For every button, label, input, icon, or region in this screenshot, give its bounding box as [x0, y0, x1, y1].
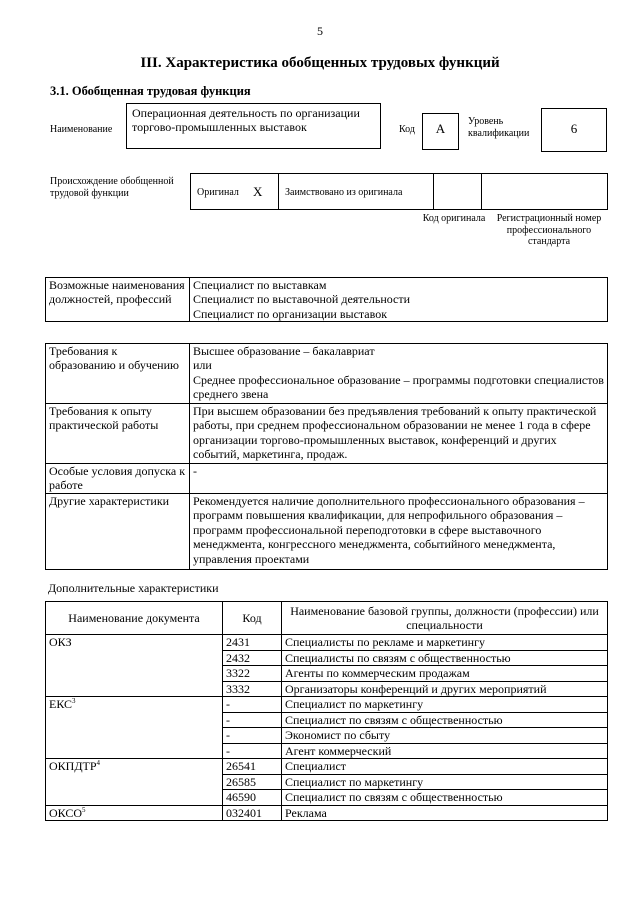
positions-label: Возможные наименования должностей, профессий [46, 278, 190, 322]
page-title: III. Характеристика обобщенных трудовых функций [140, 55, 500, 71]
name-cell: Специалист по связям с общественностью [282, 712, 608, 728]
table-row [46, 759, 608, 775]
special-conditions-value: - [190, 464, 608, 494]
name-cell: Специалисты по связям с общественностью [282, 650, 608, 666]
name-cell: Специалист по маркетингу [282, 697, 608, 713]
name-label: Наименование [50, 124, 113, 135]
code-original-caption: Код оригинала [422, 213, 486, 224]
code-cell: 2431 [223, 635, 282, 651]
code-cell: - [223, 743, 282, 759]
col-document-header: Наименование документа [46, 602, 223, 635]
positions-table [45, 277, 608, 322]
document-name [46, 759, 223, 806]
other-characteristics-value: Рекомендуется наличие дополнительного профессионального образования – программ повышения квалификации, для непрофильного образования – программ профессиональной переподготовки в сфере выставочного менеджмента, конгрессного менеджмента, событийного менеджмента, управления проектами [190, 494, 608, 570]
footnote-mark: 5 [82, 805, 86, 814]
code-cell: - [223, 712, 282, 728]
document-name [46, 697, 223, 759]
document-name [46, 805, 223, 821]
name-cell: Экономист по сбыту [282, 728, 608, 744]
other-characteristics-label: Другие характеристики [46, 494, 190, 570]
col-code-header: Код [223, 602, 282, 635]
section-title: 3.1. Обобщенная трудовая функция [50, 84, 251, 98]
name-cell: Организаторы конференций и других мероприятий [282, 681, 608, 697]
code-cell: 032401 [223, 805, 282, 821]
footnote-mark: 3 [72, 697, 76, 705]
document-name [46, 635, 223, 697]
registration-number-caption: Регистрационный номер профессионального стандарта [496, 213, 602, 247]
name-value: Операционная деятельность по организации торгово-промышленных выставок [132, 106, 360, 134]
name-cell: Специалисты по рекламе и маркетингу [282, 635, 608, 651]
original-label: Оригинал [197, 187, 239, 198]
col-name-header: Наименование базовой группы, должности (профессии) или специальности [282, 602, 608, 635]
level-label: Уровень квалификации [468, 116, 530, 139]
code-value: A [435, 121, 446, 136]
name-value-box [126, 103, 381, 149]
code-cell: 3322 [223, 666, 282, 682]
table-row [46, 697, 608, 713]
divider [278, 173, 279, 210]
code-value-box [422, 113, 459, 150]
position-item: Специалист по организации выставок [193, 306, 388, 321]
experience-label: Требования к опыту практической работы [46, 404, 190, 464]
education-label: Требования к образованию и обучению [46, 344, 190, 404]
document-label: ЕКС [49, 697, 73, 711]
original-mark: X [253, 184, 263, 199]
code-cell: 46590 [223, 790, 282, 806]
borrowed-label: Заимствовано из оригинала [285, 187, 403, 198]
position-item: Специалист по выставочной деятельности [193, 292, 411, 307]
additional-table [45, 601, 608, 821]
name-cell: Агент коммерческий [282, 743, 608, 759]
level-value-box [541, 108, 607, 152]
code-cell: - [223, 728, 282, 744]
code-cell: 2432 [223, 650, 282, 666]
table-row [46, 635, 608, 651]
level-value: 6 [570, 121, 578, 136]
document-label: ОКСО [49, 805, 83, 820]
name-cell: Специалист [282, 759, 608, 775]
code-cell: 3332 [223, 681, 282, 697]
document-label: ОКПДТР [49, 759, 97, 773]
name-cell: Специалист по маркетингу [282, 774, 608, 790]
code-label: Код [399, 124, 415, 135]
name-cell: Реклама [282, 805, 608, 821]
code-cell: 26585 [223, 774, 282, 790]
footnote-mark: 4 [96, 759, 101, 767]
position-item: Специалист по выставкам [193, 278, 327, 292]
document-label: ОКЗ [49, 635, 72, 649]
origin-label: Происхождение обобщенной трудовой функции [50, 176, 174, 199]
page-number: 5 [317, 24, 323, 38]
divider [481, 173, 482, 210]
divider [433, 173, 434, 210]
requirements-table [45, 343, 608, 570]
education-value: Высшее образование – бакалавриат или Среднее профессиональное образование – программы подготовки специалистов среднего звена [190, 344, 608, 404]
experience-value: При высшем образовании без предъявления требований к опыту практической работы, при среднем профессиональном образовании не менее 1 года в сфере организации торгово-промышленных выставок, конференций и других событий, маркетинга, продаж. [190, 404, 608, 464]
code-cell: 26541 [223, 759, 282, 775]
special-conditions-label: Особые условия допуска к работе [46, 464, 190, 494]
table-row [46, 805, 608, 821]
name-cell: Специалист по связям с общественностью [282, 790, 608, 806]
code-cell: - [223, 697, 282, 713]
name-cell: Агенты по коммерческим продажам [282, 666, 608, 682]
positions-list [190, 278, 608, 322]
additional-caption: Дополнительные характеристики [48, 581, 219, 595]
